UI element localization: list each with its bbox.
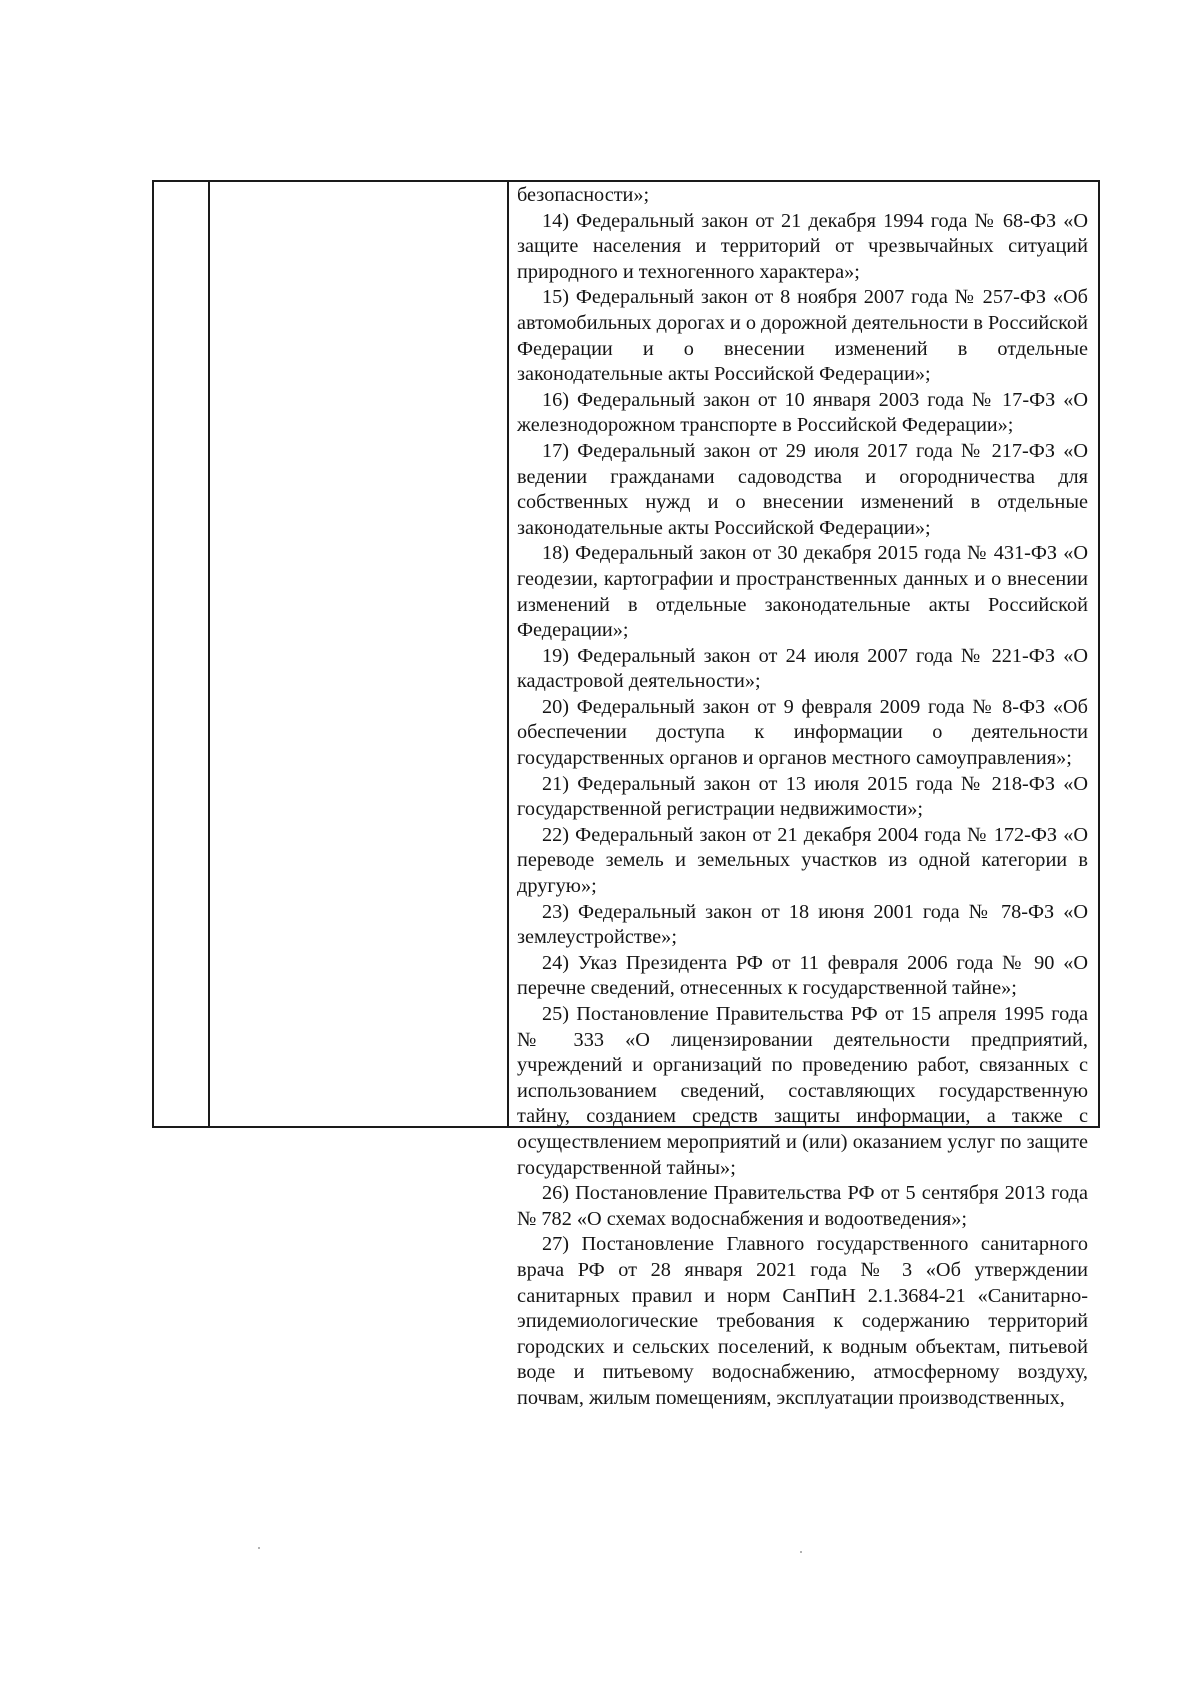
table-column-number (154, 182, 210, 1126)
list-item: 22) Федеральный закон от 21 декабря 2004 года № 172-ФЗ «О переводе земель и земельных участков из одной категории в другую»; (517, 823, 1088, 898)
scan-speck (258, 1547, 260, 1549)
document-table (152, 180, 1100, 1409)
list-item: 19) Федеральный закон от 24 июля 2007 года № 221-ФЗ «О кадастровой деятельности»; (517, 644, 1088, 693)
table-column-legal-basis (509, 182, 1098, 1409)
list-item: 16) Федеральный закон от 10 января 2003 года № 17-ФЗ «О железнодорожном транспорте в Российской Федерации»; (517, 388, 1088, 437)
list-item: 27) Постановление Главного государственного санитарного врача РФ от 28 января 2021 года № 3 «Об утверждении санитарных правил и норм СанПиН 2.1.3684-21 «Санитарно-эпидемиологические требования к содержанию территорий городских и сельских поселений, к водным объектам, питьевой воде и питьевому водоснабжению, атмосферному воздуху, почвам, жилым помещениям, эксплуатации производственных, (517, 1233, 1088, 1409)
list-item: 17) Федеральный закон от 29 июля 2017 года № 217-ФЗ «О ведении гражданами садоводства и огородничества для собственных нужд и о внесении изменений в отдельные законодательные акты Российской Федерации»; (517, 439, 1088, 539)
list-item: 26) Постановление Правительства РФ от 5 сентября 2013 года № 782 «О схемах водоснабжения и водоотведения»; (517, 1182, 1088, 1230)
list-item: 15) Федеральный закон от 8 ноября 2007 года № 257-ФЗ «Об автомобильных дорогах и о дорожной деятельности в Российской Федерации и о внесении изменений в отдельные законодательные акты Российской Федерации»; (517, 286, 1088, 386)
scan-speck (800, 1551, 802, 1553)
list-item: 23) Федеральный закон от 18 июня 2001 года № 78-ФЗ «О землеустройстве»; (517, 900, 1088, 949)
list-item: 20) Федеральный закон от 9 февраля 2009 года № 8-ФЗ «Об обеспечении доступа к информации о деятельности государственных органов и органов местного самоуправления»; (517, 695, 1088, 770)
list-item: 24) Указ Президента РФ от 11 февраля 2006 года № 90 «О перечне сведений, отнесенных к государственной тайне»; (517, 951, 1088, 1000)
list-item: 25) Постановление Правительства РФ от 15 апреля 1995 года № 333 «О лицензировании деятельности предприятий, учреждений и организаций по проведению работ, связанных с использованием сведений, составляющих государственную тайну, созданием средств защиты информации, а также с осуществлением мероприятий и (или) оказанием услуг по защите государственной тайны»; (517, 1003, 1088, 1179)
list-item: 21) Федеральный закон от 13 июля 2015 года № 218-ФЗ «О государственной регистрации недвижимости»; (517, 772, 1088, 821)
list-item: 18) Федеральный закон от 30 декабря 2015 года № 431-ФЗ «О геодезии, картографии и пространственных данных и о внесении изменений в отдельные законодательные акты Российской Федерации»; (517, 542, 1088, 642)
list-item: 14) Федеральный закон от 21 декабря 1994 года № 68-ФЗ «О защите населения и территорий от чрезвычайных ситуаций природного и техногенного характера»; (517, 209, 1088, 283)
continuation-text: безопасности»; (517, 184, 650, 206)
table-column-name (210, 182, 509, 1126)
